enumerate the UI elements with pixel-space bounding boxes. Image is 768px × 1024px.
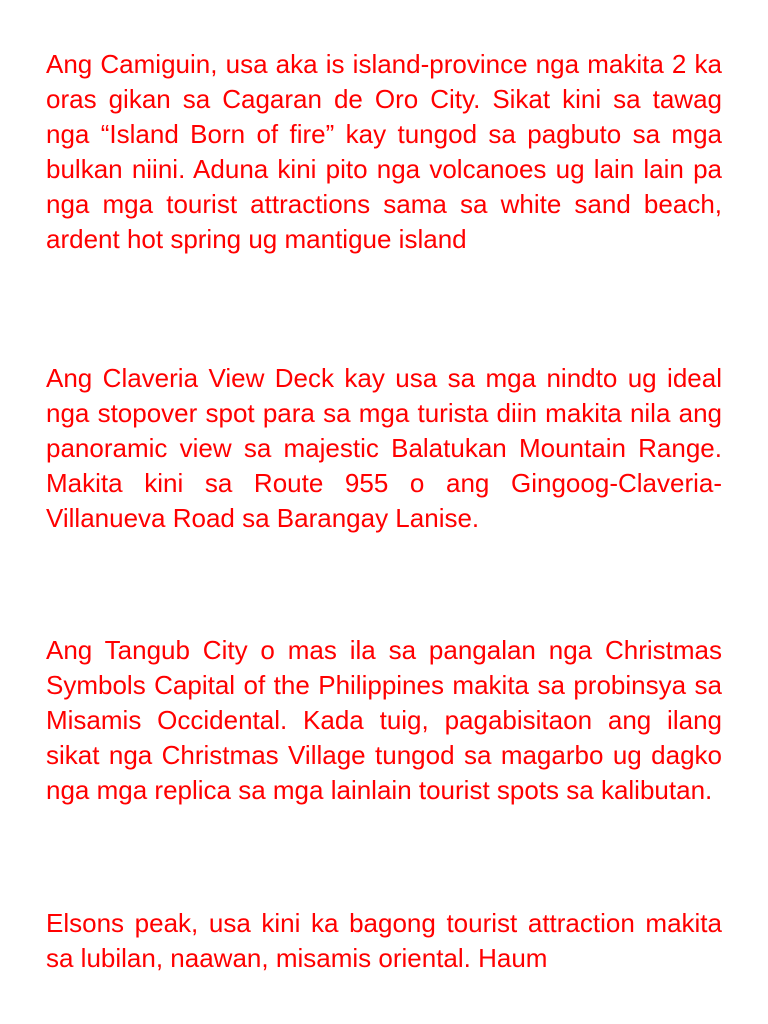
paragraph-camiguin: Ang Camiguin, usa aka is island-province nga makita 2 ka oras gikan sa Cagaran de Oro City. Sikat kini sa tawag nga “Island Born of fire” kay tungod sa pagbuto sa mga bulkan niini. Aduna kini pito nga volcanoes ug lain lain pa nga mga tourist attractions sama sa white sand beach, ardent hot spring ug mantigue island	[46, 49, 722, 254]
paragraph-claveria-view-deck: Ang Claveria View Deck kay usa sa mga nindto ug ideal nga stopover spot para sa mga turista diin makita nila ang panoramic view sa majestic Balatukan Mountain Range. Makita kini sa Route 955 o ang Gingoog-Claveria-Villanueva Road sa Barangay Lanise.	[46, 363, 722, 533]
paragraph-tangub-city: Ang Tangub City o mas ila sa pangalan nga Christmas Symbols Capital of the Philippines makita sa probinsya sa Misamis Occidental. Kada tuig, pagabisitaon ang ilang sikat nga Christmas Village tungod sa magarbo ug dagko nga mga replica sa mga lainlain tourist spots sa kalibutan.	[46, 635, 722, 805]
paragraph-elsons-peak: Elsons peak, usa kini ka bagong tourist attraction makita sa lubilan, naawan, misamis oriental. Haum	[46, 908, 722, 973]
